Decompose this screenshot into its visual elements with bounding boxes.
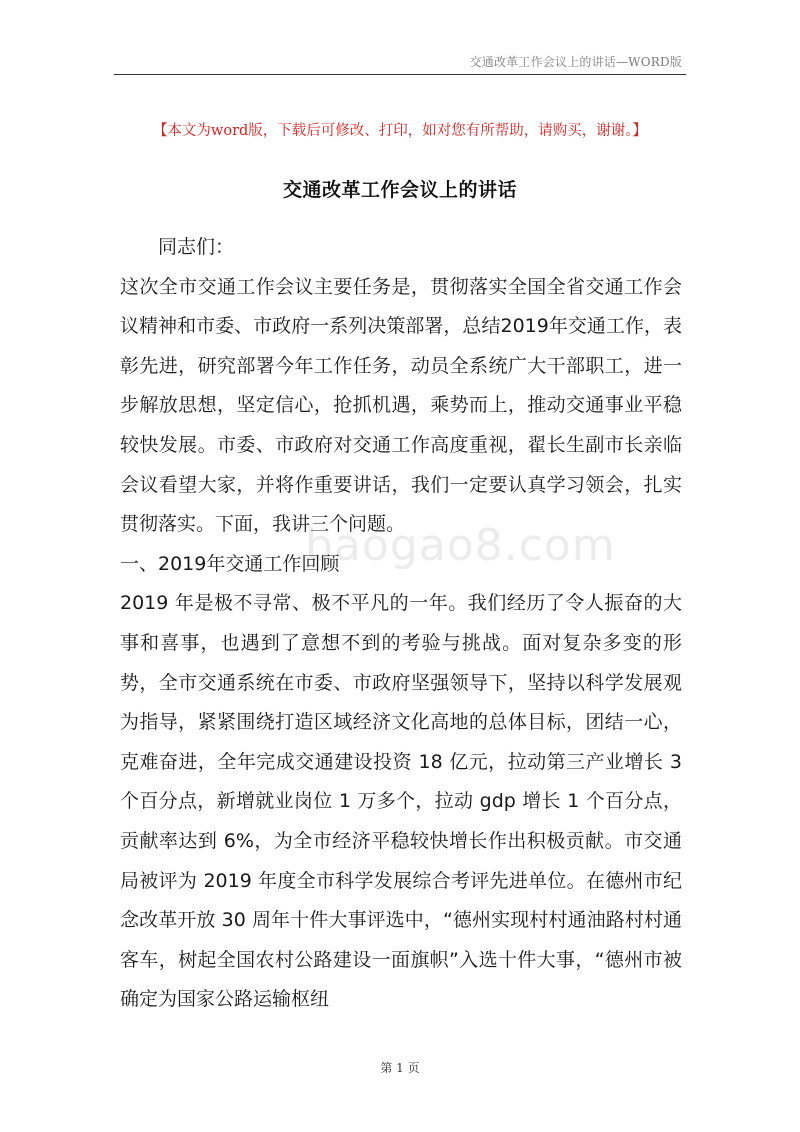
purchase-notice: 【本文为word版，下载后可修改、打印，如对您有所帮助，请购买，谢谢。】 bbox=[152, 123, 648, 139]
section-heading: 一、2019年交通工作回顾 bbox=[120, 552, 340, 575]
watermark: baogao8.com bbox=[305, 520, 616, 571]
paragraph-intro: 这次全市交通工作会议主要任务是，贯彻落实全国全省交通工作会议精神和市委、市政府一系列决策部署，总结2019年交通工作，表彰先进，研究部署今年工作任务，动员全系统广大干部职工，进一步解放思想，坚定信心，抢抓机遇，乘势而上，推动交通事业平稳较快发展。市委、市政府对交通工作高度重视，翟长生副市长亲临会议看望大家，并将作重要讲话，我们一定要认真学习领会，扎实贯彻落实。下面，我讲三个问题。 bbox=[120, 275, 682, 536]
page-number: 第 1 页 bbox=[380, 1061, 420, 1075]
document-body bbox=[120, 228, 682, 1020]
salutation: 同志们： bbox=[158, 236, 235, 258]
document-title: 交通改革工作会议上的讲话 bbox=[282, 179, 517, 201]
header-rule bbox=[114, 74, 686, 75]
running-header-title: 交通改革工作会议上的讲话—WORD版 bbox=[469, 55, 682, 69]
paragraph-review: 2019 年是极不寻常、极不平凡的一年。我们经历了令人振奋的大事和喜事，也遇到了意想不到的考验与挑战。面对复杂多变的形势，全市交通系统在市委、市政府坚强领导下，坚持以科学发展观为指导，紧紧围绕打造区域经济文化高地的总体目标，团结一心，克难奋进，全年完成交通建设投资 18 亿元，拉动第三产业增长 3 个百分点，新增就业岗位 1 万多个，拉动 gdp 增长 1 个百分点，贡献率达到 6%，为全市经济平稳较快增长作出积极贡献。市交通局被评为 2019 年度全市科学发展综合考评先进单位。在德州市纪念改革开放 30 周年十件大事评选中，“德州实现村村通油路村村通客车，树起全国农村公路建设一面旗帜”入选十件大事，“德州市被确定为国家公路运输枢纽 bbox=[120, 592, 682, 1011]
